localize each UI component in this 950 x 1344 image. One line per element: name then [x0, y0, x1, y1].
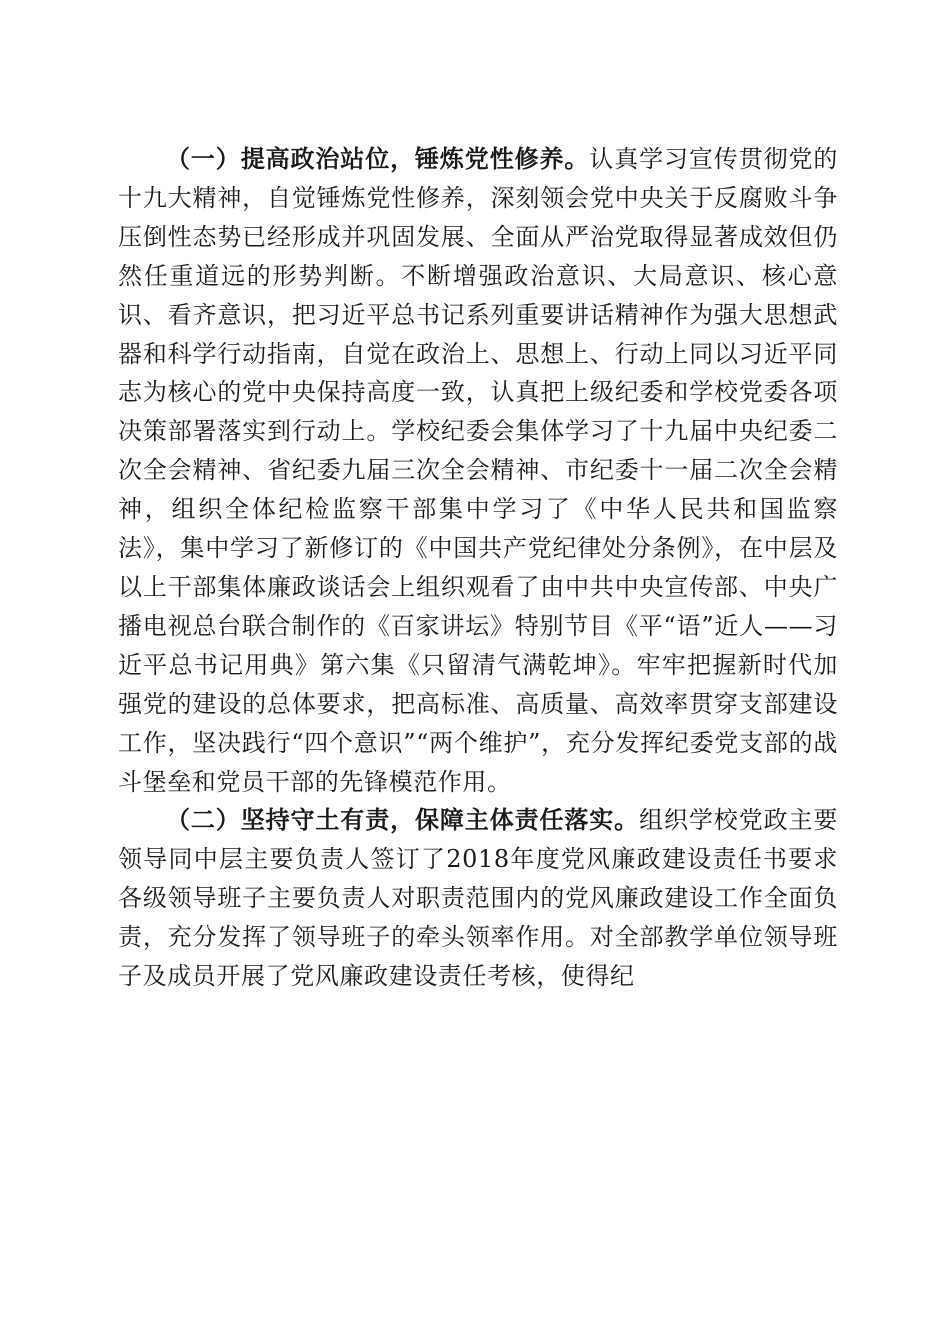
paragraph-1-text: 认真学习宣传贯彻党的十九大精神，自觉锤炼党性修养，深刻领会党中央关于反腐败斗争压倒性态势已经形成并巩固发展、全面从严治党取得显著成效但仍然任重道远的形势判断。不断增强政治意识、大局意识、核心意识、看齐意识，把习近平总书记系列重要讲话精神作为强大思想武器和科学行动指南，自觉在政治上、思想上、行动上同以习近平同志为核心的党中央保持高度一致，认真把上级纪委和学校党委各项决策部署落实到行动上。学校纪委会集体学习了十九届中央纪委二次全会精神、省纪委九届三次全会精神、市纪委十一届二次全会精神，组织全体纪检监察干部集中学习了《中华人民共和国监察法》，集中学习了新修订的《中国共产党纪律处分条例》，在中层及以上干部集体廉政谈话会上组织观看了由中共中央宣传部、中央广播电视总台联合制作的《百家讲坛》特别节目《平“语”近人——习近平总书记用典》第六集《只留清气满乾坤》。牢牢把握新时代加强党的建设的总体要求，把高标准、高质量、高效率贯穿支部建设工作，坚决践行“四个意识”“两个维护”，充分发挥纪委党支部的战斗堡垒和党员干部的先锋模范作用。 [118, 145, 838, 796]
document-body [118, 140, 838, 996]
paragraph-1 [118, 140, 838, 801]
paragraph-2-text: 组织学校党政主要领导同中层主要负责人签订了2018年度党风廉政建设责任书要求各级领导班子主要负责人对职责范围内的党风廉政建设工作全面负责，充分发挥了领导班子的牵头领率作用。对全部教学单位领导班子及成员开展了党风廉政建设责任考核，使得纪 [118, 806, 838, 991]
paragraph-1-heading: （一）提高政治站位，锤炼党性修养。 [166, 144, 590, 173]
paragraph-2-heading: （二）坚持守土有责，保障主体责任落实。 [166, 805, 640, 835]
paragraph-2 [118, 801, 838, 996]
